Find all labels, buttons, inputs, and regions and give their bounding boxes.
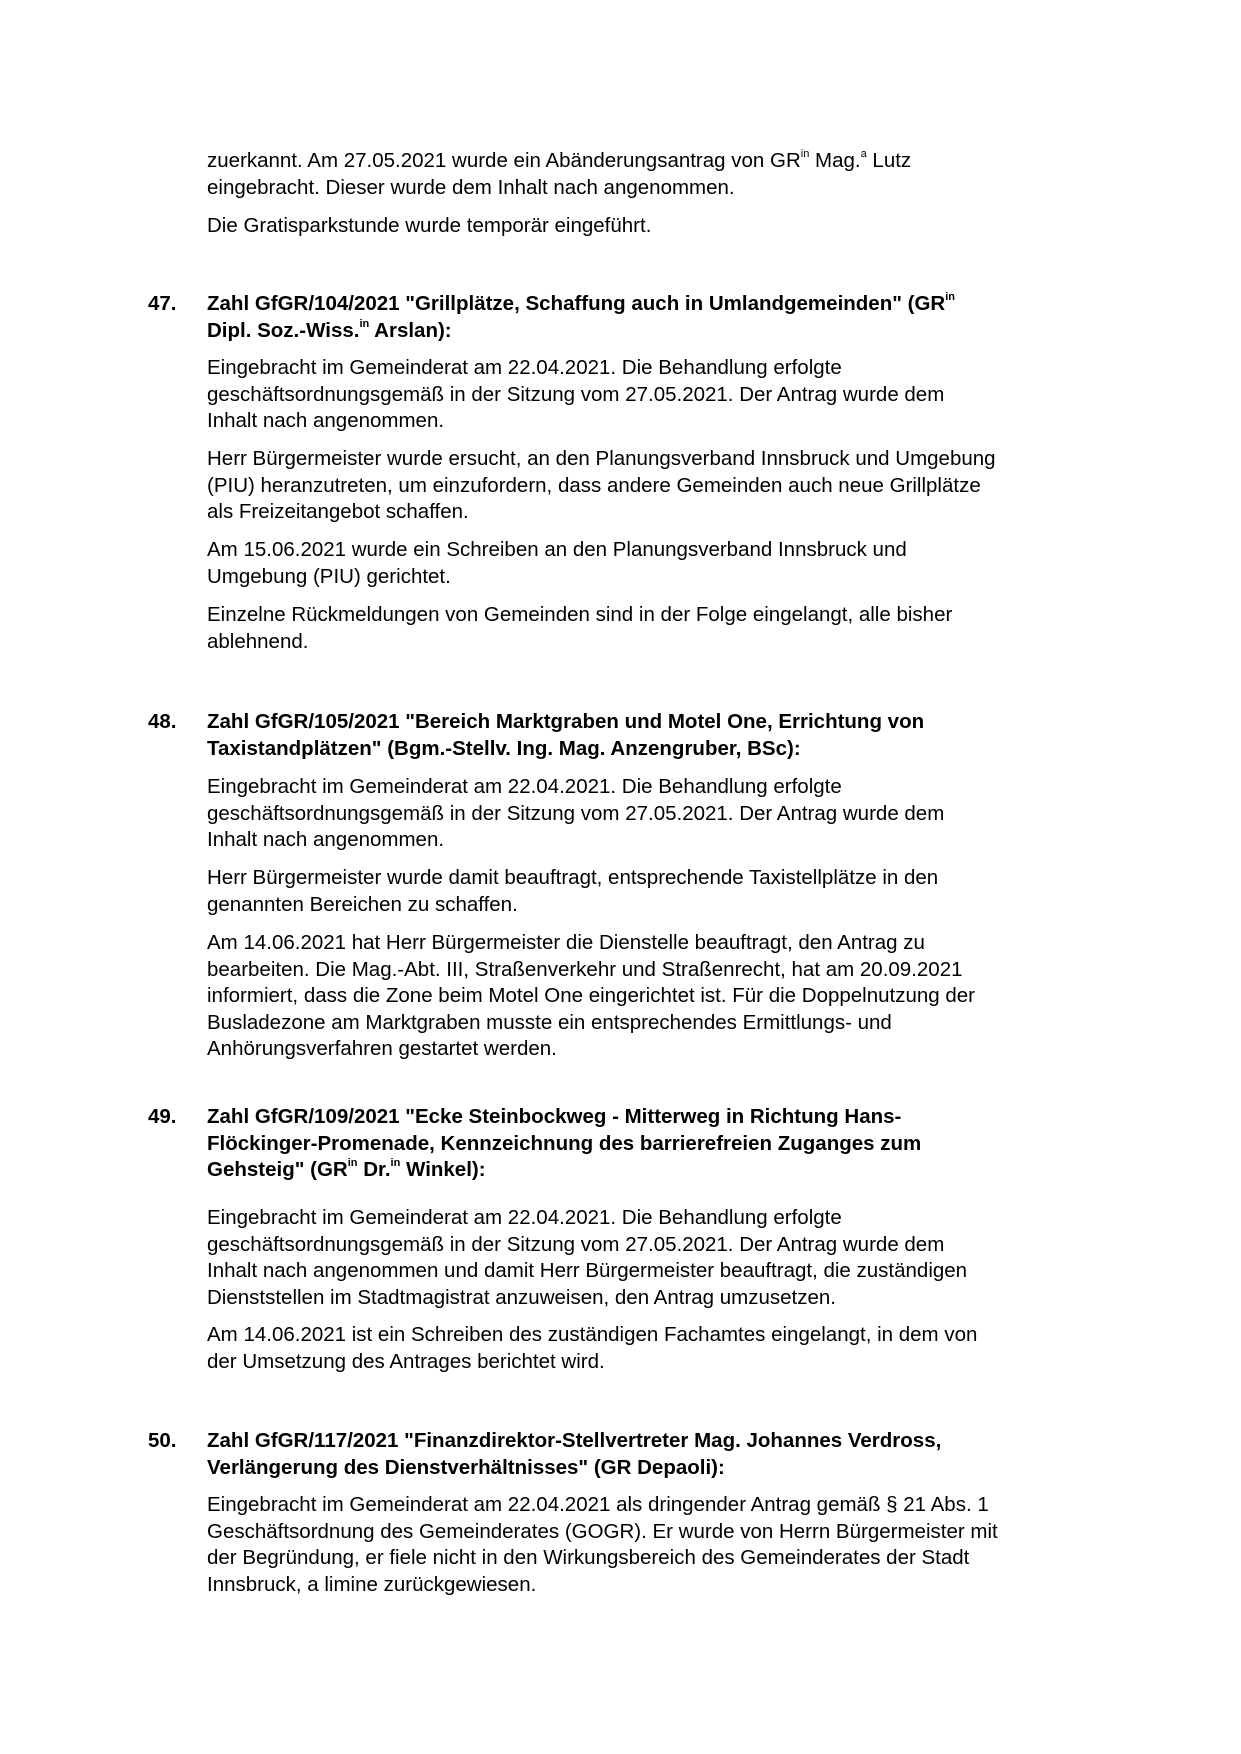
text-line: Zahl GfGR/109/2021 "Ecke Steinbockweg - Mitterweg in Richtung Hans-: [207, 1105, 902, 1128]
text-line: Herr Bürgermeister wurde ersucht, an den Planungsverband Innsbruck und Umgebung: [207, 447, 996, 470]
text-line: informiert, dass die Zone beim Motel One eingerichtet ist. Für die Doppelnutzung der: [207, 984, 975, 1007]
text-line: eingebracht. Dieser wurde dem Inhalt nach angenommen.: [207, 175, 735, 199]
item-number: 48.: [148, 710, 177, 733]
text-line: der Umsetzung des Antrages berichtet wird.: [207, 1349, 605, 1373]
text-line: Verlängerung des Dienstverhältnisses" (GR Depaoli):: [207, 1455, 725, 1479]
item-title: [207, 709, 1107, 762]
text-line: Am 14.06.2021 ist ein Schreiben des zuständigen Fachamtes eingelangt, in dem von: [207, 1323, 978, 1346]
text-line: Dipl. Soz.-Wiss.$^{in}$ Arslan):: [207, 317, 452, 342]
text-line: ablehnend.: [207, 629, 309, 653]
text-line: bearbeiten. Die Mag.-Abt. III, Straßenverkehr und Straßenrecht, hat am 20.09.2021: [207, 957, 963, 981]
text-line: Gehsteig" ($GR^{in}$ Dr.$^{in}$ Winkel):: [207, 1157, 486, 1181]
text-line: der Begründung, er fiele nicht in den Wirkungsbereich des Gemeinderates der Stadt: [207, 1546, 970, 1569]
text-line: Zahl GfGR/105/2021 "Bereich Marktgraben und Motel One, Errichtung von: [207, 710, 925, 733]
text-line: Zahl GfGR/117/2021 "Finanzdirektor-Stellvertreter Mag. Johannes Verdross,: [207, 1429, 942, 1452]
item-paragraph: [207, 1322, 1107, 1375]
text-line: Geschäftsordnung des Gemeinderates (GOGR). Er wurde von Herrn Bürgermeister mit: [207, 1519, 998, 1543]
item-paragraph: [207, 537, 1107, 590]
item-number: 47.: [148, 292, 177, 315]
text-line: Eingebracht im Gemeinderat am 22.04.2021 als dringender Antrag gemäß § 21 Abs. 1: [207, 1493, 989, 1516]
intro-paragraph-2: [207, 213, 1107, 240]
item-paragraph: [207, 355, 1107, 435]
item-paragraph: [207, 1205, 1107, 1311]
text-line: Zahl GfGR/104/2021 "Grillplätze, Schaffung auch in Umlandgemeinden" ($GR^{in}$: [207, 291, 956, 315]
item-title: [207, 1428, 1107, 1481]
item-number: 49.: [148, 1105, 177, 1128]
text-line: Inhalt nach angenommen.: [207, 828, 445, 851]
item-paragraph: [207, 865, 1107, 918]
item-paragraph: [207, 602, 1107, 655]
item-paragraph: [207, 930, 1107, 1063]
item-paragraph: [207, 1492, 1107, 1598]
text-line: Die Gratisparkstunde wurde temporär eingeführt.: [207, 214, 652, 237]
text-line: Taxistandplätzen" (Bgm.-Stellv. Ing. Mag. Anzengruber, BSc):: [207, 736, 801, 760]
text-line: geschäftsordnungsgemäß in der Sitzung vom 27.05.2021. Der Antrag wurde dem: [207, 801, 945, 825]
item-title: [207, 1104, 1107, 1184]
text-line: als Freizeitangebot schaffen.: [207, 500, 469, 523]
text-line: geschäftsordnungsgemäß in der Sitzung vom 27.05.2021. Der Antrag wurde dem: [207, 382, 945, 406]
text-line: Dienststellen im Stadtmagistrat anzuweisen, den Antrag umzusetzen.: [207, 1285, 836, 1309]
text-line: Umgebung (PIU) gerichtet.: [207, 564, 451, 588]
intro-paragraph-1: [207, 148, 1107, 201]
item-title: [207, 291, 1107, 344]
text-line: Eingebracht im Gemeinderat am 22.04.2021. Die Behandlung erfolgte: [207, 356, 842, 379]
text-line: Innsbruck, a limine zurückgewiesen.: [207, 1572, 537, 1596]
text-line: genannten Bereichen zu schaffen.: [207, 892, 518, 916]
text-line: Am 14.06.2021 hat Herr Bürgermeister die Dienstelle beauftragt, den Antrag zu: [207, 931, 925, 954]
text-line: (PIU) heranzutreten, um einzufordern, dass andere Gemeinden auch neue Grillplätze: [207, 473, 981, 497]
text-line: Flöckinger-Promenade, Kennzeichnung des barrierefreien Zuganges zum: [207, 1131, 922, 1155]
item-paragraph: [207, 446, 1107, 526]
text-line: Anhörungsverfahren gestartet werden.: [207, 1037, 557, 1060]
item-number: 50.: [148, 1429, 177, 1452]
text-line: Busladezone am Marktgraben musste ein entsprechendes Ermittlungs- und: [207, 1010, 892, 1034]
text-line: geschäftsordnungsgemäß in der Sitzung vom 27.05.2021. Der Antrag wurde dem: [207, 1232, 945, 1256]
text-line: Eingebracht im Gemeinderat am 22.04.2021. Die Behandlung erfolgte: [207, 775, 842, 798]
text-line: Inhalt nach angenommen.: [207, 409, 445, 432]
text-line: Eingebracht im Gemeinderat am 22.04.2021. Die Behandlung erfolgte: [207, 1206, 842, 1229]
text-line: Am 15.06.2021 wurde ein Schreiben an den Planungsverband Innsbruck und: [207, 538, 907, 561]
text-line: zuerkannt. Am 27.05.2021 wurde ein Abänderungsantrag von $GR^{in}$ Mag.$^a$ Lutz: [207, 148, 912, 172]
text-line: Einzelne Rückmeldungen von Gemeinden sind in der Folge eingelangt, alle bisher: [207, 603, 953, 626]
item-paragraph: [207, 774, 1107, 854]
text-line: Herr Bürgermeister wurde damit beauftragt, entsprechende Taxistellplätze in den: [207, 866, 939, 889]
text-line: Inhalt nach angenommen und damit Herr Bürgermeister beauftragt, die zuständigen: [207, 1259, 968, 1282]
